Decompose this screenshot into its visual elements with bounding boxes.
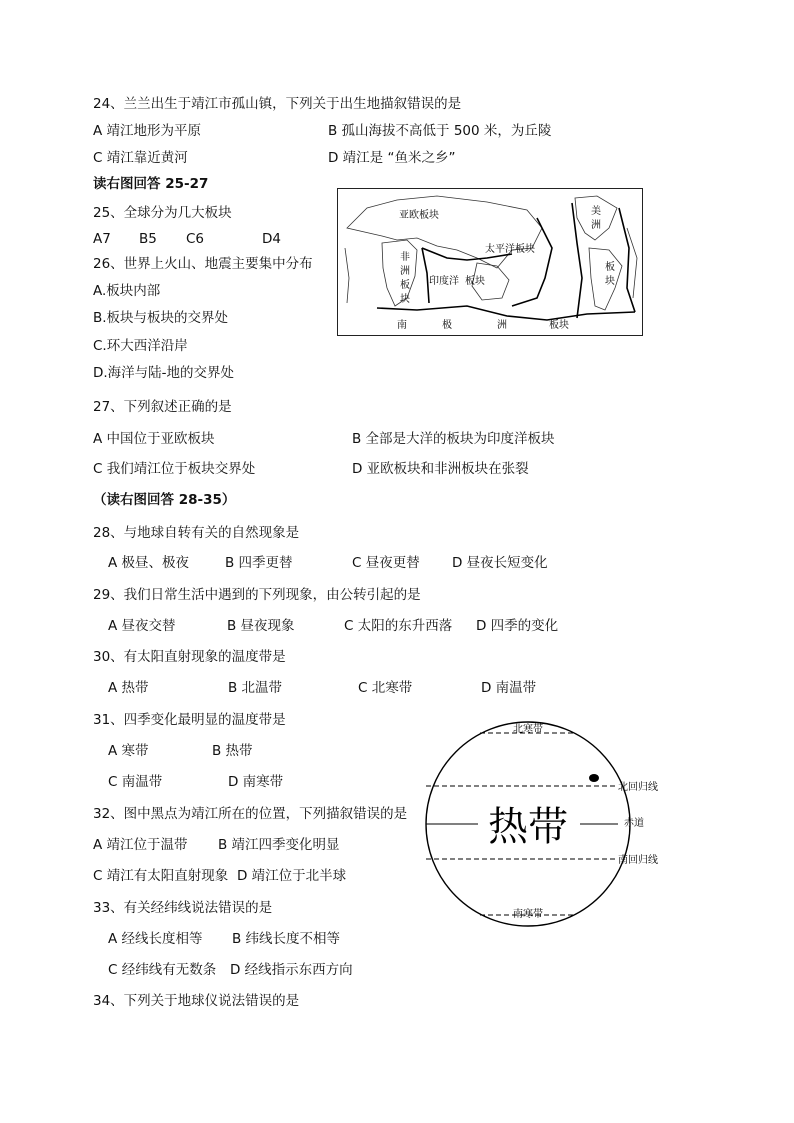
label-south-frigid: 南寒带: [513, 909, 543, 920]
q32-option-b: B 靖江四季变化明显: [218, 837, 340, 853]
map-label-africa-1: 非: [400, 252, 410, 263]
map-label-africa-3: 板: [400, 280, 410, 291]
q25-option-b: B5: [139, 231, 157, 247]
map-label-indian: 印度洋: [429, 276, 459, 287]
q28-option-b: B 四季更替: [225, 555, 293, 571]
q33-stem: 33、有关经纬线说法错误的是: [93, 900, 273, 916]
q32-option-d: D 靖江位于北半球: [237, 868, 347, 884]
q32-option-a: A 靖江位于温带: [93, 837, 188, 853]
q32-stem: 32、图中黑点为靖江所在的位置，下列描叙错误的是: [93, 806, 408, 822]
q29-option-d: D 四季的变化: [476, 618, 559, 634]
q29-option-c: C 太阳的东升西落: [344, 618, 453, 634]
label-north-frigid: 北寒带: [513, 724, 543, 735]
map-label-africa-4: 块: [400, 294, 410, 305]
q33-option-a: A 经线长度相等: [108, 931, 203, 947]
map-label-america-2: 洲: [591, 220, 601, 231]
temperature-zone-diagram: [418, 716, 670, 932]
q29-option-b: B 昼夜现象: [227, 618, 295, 634]
q30-option-d: D 南温带: [481, 680, 537, 696]
q33-option-d: D 经线指示东西方向: [230, 962, 353, 978]
q33-option-b: B 纬线长度不相等: [232, 931, 341, 947]
q24-option-c: C 靖江靠近黄河: [93, 150, 188, 166]
q31-option-c: C 南温带: [108, 774, 163, 790]
q25-option-c: C6: [186, 231, 205, 247]
label-tropic-of-cancer: 北回归线: [618, 782, 658, 793]
q31-stem: 31、四季变化最明显的温度带是: [93, 712, 286, 728]
label-equator: 赤道: [624, 818, 644, 829]
map-label-nanji-1: 南: [397, 320, 407, 331]
map-label-indian-2: 板块: [465, 276, 485, 287]
q29-stem: 29、我们日常生活中遇到的下列现象，由公转引起的是: [93, 587, 421, 603]
q27-option-d: D 亚欧板块和非洲板块在张裂: [352, 461, 529, 477]
map-label-eurasia: 亚欧板块: [399, 210, 439, 221]
label-tropic-zone: 热带: [488, 804, 568, 850]
section-heading-25-27: 读右图回答 25-27: [93, 176, 209, 192]
q29-option-a: A 昼夜交替: [108, 618, 176, 634]
q25-option-a: A7: [93, 231, 111, 247]
q32-option-c: C 靖江有太阳直射现象: [93, 868, 229, 884]
q25-stem: 25、全球分为几大板块: [93, 205, 232, 221]
q28-option-d: D 昼夜长短变化: [452, 555, 548, 571]
q26-stem: 26、世界上火山、地震主要集中分布: [93, 256, 313, 272]
q27-option-a: A 中国位于亚欧板块: [93, 431, 215, 447]
q27-option-c: C 我们靖江位于板块交界处: [93, 461, 256, 477]
map-label-nanji-4: 板块: [549, 320, 569, 331]
q31-option-a: A 寒带: [108, 743, 149, 759]
label-tropic-of-capricorn: 南回归线: [618, 855, 658, 866]
q27-stem: 27、下列叙述正确的是: [93, 399, 232, 415]
q27-option-b: B 全部是大洋的板块为印度洋板块: [352, 431, 555, 447]
q26-option-c: C.环大西洋沿岸: [93, 338, 188, 354]
q31-option-b: B 热带: [212, 743, 253, 759]
q26-option-d: D.海洋与陆-地的交界处: [93, 365, 235, 381]
q28-option-a: A 极昼、极夜: [108, 555, 190, 571]
section-heading-28-35: （读右图回答 28-35）: [93, 492, 236, 508]
q28-option-c: C 昼夜更替: [352, 555, 420, 571]
q24-option-d: D 靖江是 “鱼米之乡”: [328, 150, 456, 166]
q26-option-a: A.板块内部: [93, 283, 161, 299]
q31-option-d: D 南寒带: [228, 774, 284, 790]
map-label-america-3: 板: [605, 262, 615, 273]
map-label-pacific: 太平洋板块: [485, 244, 535, 255]
q30-option-b: B 北温带: [228, 680, 283, 696]
q24-option-a: A 靖江地形为平原: [93, 123, 202, 139]
map-label-nanji-2: 极: [442, 320, 452, 331]
q30-option-a: A 热带: [108, 680, 149, 696]
q24-option-b: B 孤山海拔不高低于 500 米，为丘陵: [328, 123, 552, 139]
map-label-africa-2: 洲: [400, 266, 410, 277]
q33-option-c: C 经纬线有无数条: [108, 962, 217, 978]
q34-stem: 34、下列关于地球仪说法错误的是: [93, 993, 300, 1009]
map-label-america-4: 块: [605, 276, 615, 287]
q28-stem: 28、与地球自转有关的自然现象是: [93, 525, 300, 541]
map-label-america-1: 美: [591, 206, 601, 217]
q30-stem: 30、有太阳直射现象的温度带是: [93, 649, 286, 665]
q25-option-d: D4: [262, 231, 281, 247]
q24-stem: 24、兰兰出生于靖江市孤山镇，下列关于出生地描叙错误的是: [93, 96, 462, 112]
jingjiang-dot-icon: [589, 774, 599, 782]
plate-tectonics-map: [337, 188, 643, 336]
q30-option-c: C 北寒带: [358, 680, 413, 696]
q26-option-b: B.板块与板块的交界处: [93, 310, 229, 326]
map-label-nanji-3: 洲: [497, 320, 507, 331]
